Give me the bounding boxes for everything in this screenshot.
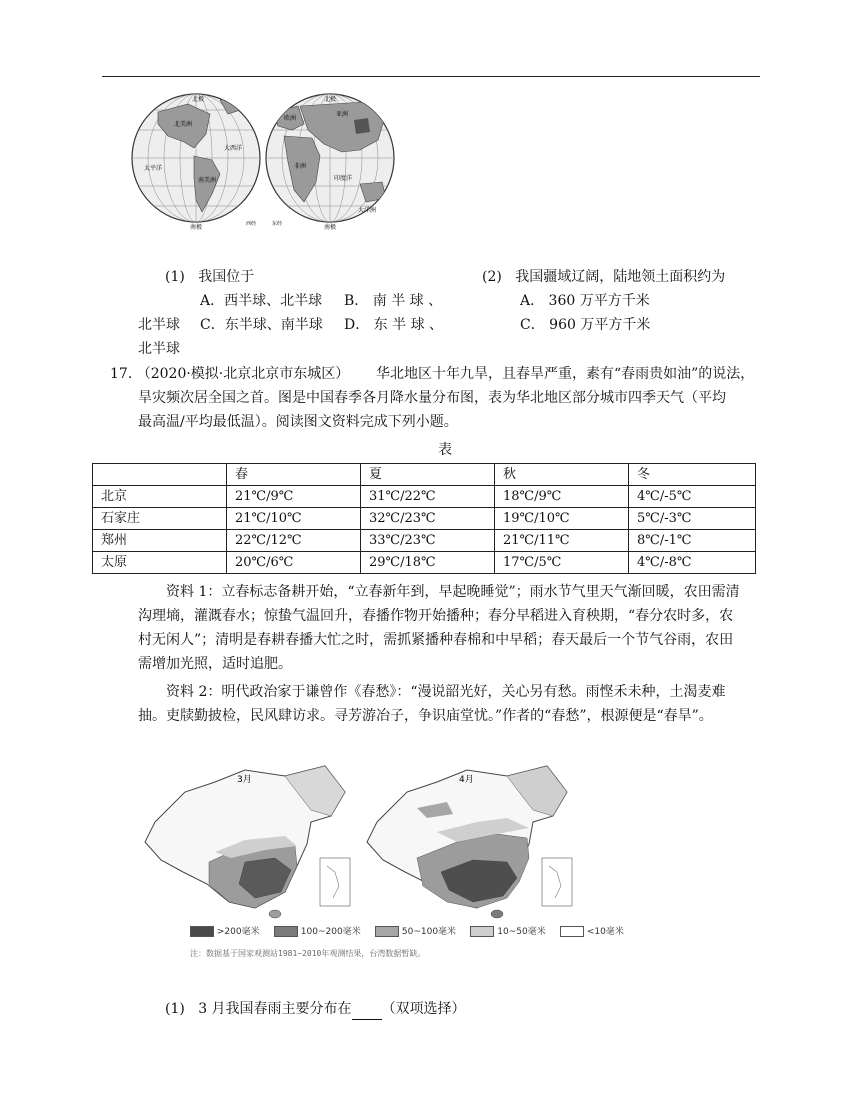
table-cell: 21℃/9℃ bbox=[227, 486, 361, 508]
answer-blank[interactable] bbox=[352, 1005, 382, 1020]
april-map bbox=[367, 766, 572, 918]
table-cell: 22℃/12℃ bbox=[227, 530, 361, 552]
q17-number: 17. bbox=[110, 366, 133, 382]
table-cell: 29℃/18℃ bbox=[361, 552, 495, 574]
precipitation-maps bbox=[135, 762, 580, 922]
north-pole-label-east: 北极 bbox=[324, 96, 337, 103]
legend-swatch bbox=[190, 926, 214, 937]
q16-sub1-option-d-cont: 北半球 bbox=[138, 341, 180, 357]
legend-swatch bbox=[375, 926, 399, 937]
q16-sub1-option-b[interactable]: B． 南 半 球 、 bbox=[344, 293, 443, 309]
legend-label: <10毫米 bbox=[586, 927, 624, 937]
table-cell: 17℃/5℃ bbox=[495, 552, 629, 574]
table-cell: 太原 bbox=[93, 552, 227, 574]
eastern-hemisphere bbox=[266, 94, 394, 231]
march-label: 3月 bbox=[237, 775, 252, 785]
table-header-cell: 秋 bbox=[495, 464, 629, 486]
march-map bbox=[145, 766, 350, 918]
east-longitude-label: 东经 bbox=[272, 221, 283, 227]
table-cell: 4℃/-5℃ bbox=[629, 486, 756, 508]
table-cell: 21℃/10℃ bbox=[227, 508, 361, 530]
table-cell: 北京 bbox=[93, 486, 227, 508]
q16-sub1-option-b-cont: 北半球 bbox=[138, 317, 180, 333]
table-header-cell: 夏 bbox=[361, 464, 495, 486]
weather-table bbox=[92, 463, 756, 574]
legend-swatch bbox=[470, 926, 494, 937]
table-row bbox=[93, 486, 756, 508]
q16-sub2-stem: (2) 我国疆域辽阔，陆地领土面积约为 bbox=[482, 269, 726, 285]
legend-label: >200毫米 bbox=[216, 927, 260, 937]
table-cell: 5℃/-3℃ bbox=[629, 508, 756, 530]
table-cell: 21℃/11℃ bbox=[495, 530, 629, 552]
q16-sub1-option-a[interactable]: A．西半球、北半球 bbox=[200, 293, 323, 309]
q17-sub1: (1) 3 月我国春雨主要分布在 （双项选择） bbox=[165, 998, 466, 1020]
q16-sub1-stem: (1) 我国位于 bbox=[165, 269, 255, 285]
pacific-label: 太平洋 bbox=[144, 165, 163, 172]
africa-label: 非洲 bbox=[294, 163, 307, 170]
material1-line2: 沟理墒，灌溉春水；惊蛰气温回升，春播作物开始播种；春分早稻进入育秧期，“春分农时多，农 bbox=[138, 608, 734, 624]
table-cell: 20℃/6℃ bbox=[227, 552, 361, 574]
atlantic-label: 大西洋 bbox=[224, 145, 243, 152]
oceania-label: 大洋洲 bbox=[358, 207, 377, 214]
table-header-cell: 冬 bbox=[629, 464, 756, 486]
april-label: 4月 bbox=[459, 775, 474, 785]
south-america-label: 南美洲 bbox=[198, 177, 217, 184]
q17-line2: 旱灾频次居全国之首。图是中国春季各月降水量分布图，表为华北地区部分城市四季天气（平均 bbox=[138, 390, 726, 406]
q17-line1 bbox=[110, 362, 754, 386]
table-cell: 郑州 bbox=[93, 530, 227, 552]
table-header-cell bbox=[93, 464, 227, 486]
north-america-label: 北美洲 bbox=[174, 121, 193, 128]
q17-text-1: 华北地区十年九旱，且春旱严重，素有“春雨贵如油”的说法， bbox=[375, 366, 755, 382]
material1-line1: 资料 1：立春标志备耕开始，“立春新年到，早起晚睡觉”；雨水节气里天气渐回暖，农田需清 bbox=[166, 584, 740, 600]
q16-sub1-option-d[interactable]: D． 东 半 球 、 bbox=[344, 317, 444, 333]
indian-ocean-label: 印度洋 bbox=[334, 175, 353, 182]
legend-label: 50~100毫米 bbox=[401, 927, 457, 937]
table-cell: 31℃/22℃ bbox=[361, 486, 495, 508]
table-cell: 18℃/9℃ bbox=[495, 486, 629, 508]
legend-swatch bbox=[560, 926, 584, 937]
q16-sub1-option-c[interactable]: C．东半球、南半球 bbox=[200, 317, 323, 333]
south-pole-label-east: 南极 bbox=[324, 224, 337, 231]
material1-line4: 需增加光照，适时追肥。 bbox=[138, 656, 292, 672]
table-cell: 4℃/-8℃ bbox=[629, 552, 756, 574]
table-cell: 石家庄 bbox=[93, 508, 227, 530]
table-caption: 表 bbox=[438, 442, 452, 458]
table-row bbox=[93, 508, 756, 530]
legend-swatch bbox=[274, 926, 298, 937]
table-row bbox=[93, 552, 756, 574]
table-cell: 8℃/-1℃ bbox=[629, 530, 756, 552]
table-cell: 19℃/10℃ bbox=[495, 508, 629, 530]
q17-source: （2020·模拟·北京北京市东城区） bbox=[136, 366, 350, 382]
table-header-row bbox=[93, 464, 756, 486]
table-cell: 32℃/23℃ bbox=[361, 508, 495, 530]
map-legend bbox=[190, 924, 624, 937]
hemisphere-map bbox=[128, 90, 403, 232]
legend-label: 10~50毫米 bbox=[497, 927, 546, 937]
table-row bbox=[93, 530, 756, 552]
western-hemisphere bbox=[132, 94, 260, 231]
south-pole-label: 南极 bbox=[190, 224, 203, 231]
legend-label: 100~200毫米 bbox=[300, 927, 361, 937]
europe-label: 欧洲 bbox=[284, 115, 297, 122]
asia-label: 亚洲 bbox=[336, 111, 349, 118]
table-cell: 33℃/23℃ bbox=[361, 530, 495, 552]
map-note: 注：数据基于国家观测站1981~2010年观测结果，台湾数据暂缺。 bbox=[190, 949, 426, 958]
q17-line3: 最高温/平均最低温）。阅读图文资料完成下列小题。 bbox=[138, 414, 458, 430]
material2-line2: 抽。吏牍勤披检，民风肆访求。寻芳游冶子，争识庙堂忧。”作者的“春愁”，根源便是“春旱”。 bbox=[138, 708, 713, 724]
china-highlight bbox=[354, 118, 370, 134]
material1-line3: 村无闲人”；清明是春耕春播大忙之时，需抓紧播种春棉和中早稻；春天最后一个节气谷雨，农田 bbox=[138, 632, 734, 648]
q16-sub2-option-c[interactable]: C． 960 万平方千米 bbox=[520, 317, 651, 333]
header-rule bbox=[102, 76, 760, 77]
west-longitude-label: 西经 bbox=[246, 221, 257, 227]
material2-line1: 资料 2：明代政治家于谦曾作《春愁》：“漫说韶光好，关心另有愁。雨悭禾未种，土渴麦难 bbox=[166, 684, 726, 700]
north-pole-label: 北极 bbox=[192, 96, 205, 103]
table-header-cell: 春 bbox=[227, 464, 361, 486]
q16-sub2-option-a[interactable]: A． 360 万平方千米 bbox=[520, 293, 650, 309]
